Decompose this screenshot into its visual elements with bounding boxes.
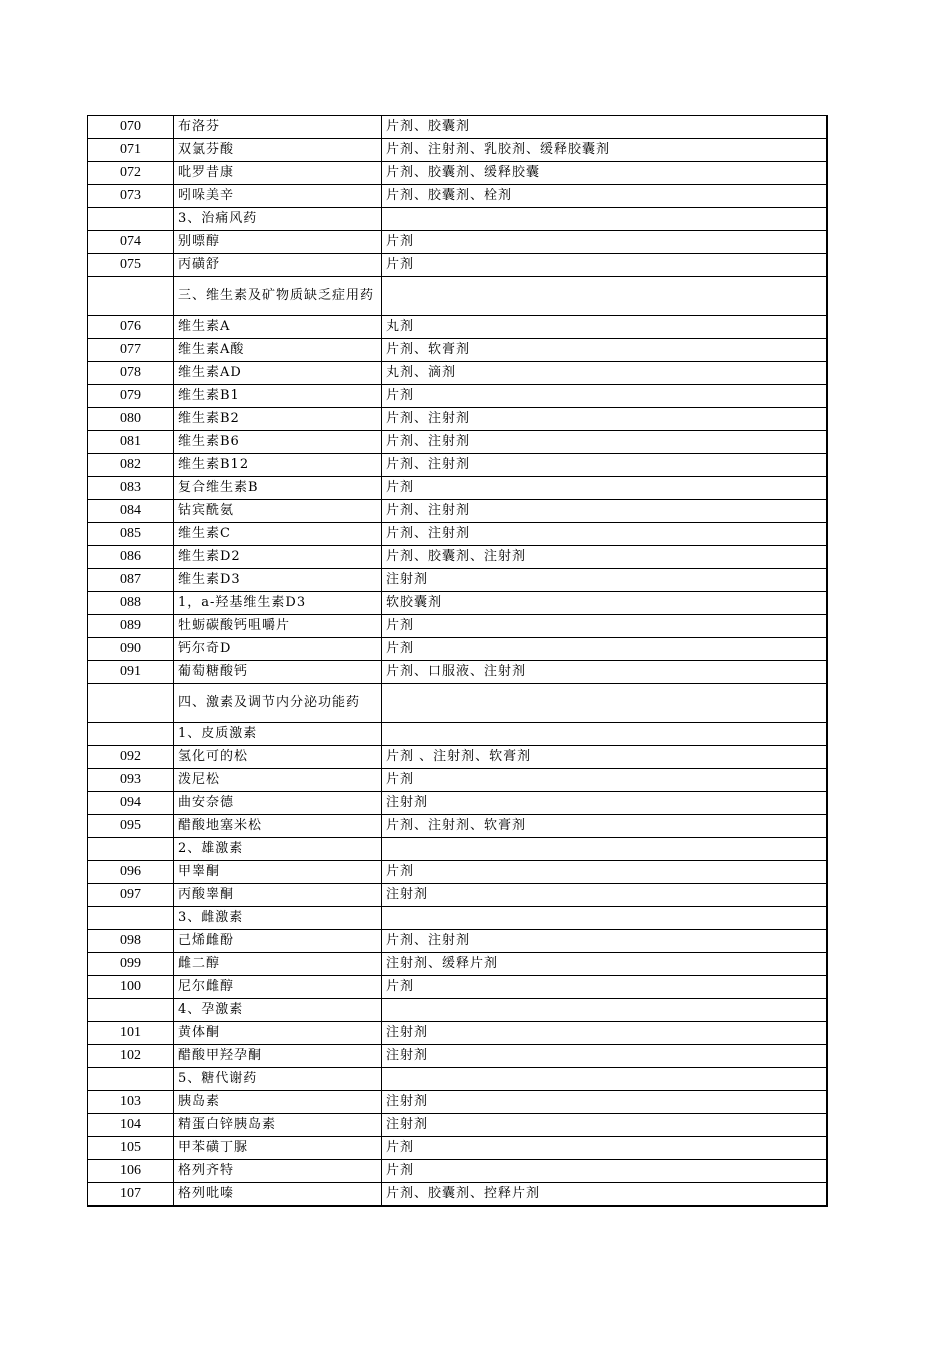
drug-name: 维生素B2: [174, 408, 382, 431]
dosage-form: 片剂: [382, 615, 827, 638]
drug-row: [88, 976, 827, 999]
drug-row: [88, 1045, 827, 1068]
drug-name: 维生素D3: [174, 569, 382, 592]
drug-code: 089: [88, 615, 174, 638]
drug-name: 维生素D2: [174, 546, 382, 569]
category-row: [88, 208, 827, 231]
drug-list-body: [88, 116, 827, 1207]
drug-name: 维生素AD: [174, 362, 382, 385]
drug-name: 氢化可的松: [174, 746, 382, 769]
drug-row: [88, 231, 827, 254]
drug-code: [88, 277, 174, 316]
drug-code: 093: [88, 769, 174, 792]
dosage-form: 片剂: [382, 1137, 827, 1160]
drug-row: [88, 477, 827, 500]
drug-name: 1，a-羟基维生素D3: [174, 592, 382, 615]
dosage-form: 片剂: [382, 861, 827, 884]
category-heading: 4、孕激素: [174, 999, 382, 1022]
drug-row: [88, 1091, 827, 1114]
dosage-form: 注射剂、缓释片剂: [382, 953, 827, 976]
dosage-form: 片剂: [382, 1160, 827, 1183]
dosage-form: 片剂: [382, 769, 827, 792]
dosage-form: [382, 684, 827, 723]
drug-name: 钙尔奇D: [174, 638, 382, 661]
dosage-form: [382, 277, 827, 316]
drug-code: 104: [88, 1114, 174, 1137]
dosage-form: 注射剂: [382, 569, 827, 592]
dosage-form: 片剂: [382, 385, 827, 408]
category-heading: 三、维生素及矿物质缺乏症用药: [174, 277, 382, 316]
drug-row: [88, 815, 827, 838]
category-row: [88, 723, 827, 746]
dosage-form: 片剂: [382, 638, 827, 661]
category-row: [88, 684, 827, 723]
dosage-form: 丸剂、滴剂: [382, 362, 827, 385]
drug-code: 088: [88, 592, 174, 615]
drug-name: 钴宾酰氨: [174, 500, 382, 523]
category-heading: 四、激素及调节内分泌功能药: [174, 684, 382, 723]
drug-code: 085: [88, 523, 174, 546]
drug-row: [88, 385, 827, 408]
category-heading: 3、雌激素: [174, 907, 382, 930]
drug-row: [88, 362, 827, 385]
drug-code: 106: [88, 1160, 174, 1183]
drug-row: [88, 638, 827, 661]
drug-name: 别嘌醇: [174, 231, 382, 254]
drug-row: [88, 861, 827, 884]
dosage-form: 片剂、软膏剂: [382, 339, 827, 362]
dosage-form: 片剂、口服液、注射剂: [382, 661, 827, 684]
drug-code: [88, 907, 174, 930]
drug-row: [88, 500, 827, 523]
drug-row: [88, 185, 827, 208]
dosage-form: 注射剂: [382, 1114, 827, 1137]
drug-code: 105: [88, 1137, 174, 1160]
drug-code: 075: [88, 254, 174, 277]
drug-code: 070: [88, 116, 174, 139]
drug-code: 071: [88, 139, 174, 162]
drug-code: [88, 1068, 174, 1091]
drug-name: 维生素C: [174, 523, 382, 546]
drug-code: 076: [88, 316, 174, 339]
drug-row: [88, 1022, 827, 1045]
drug-code: 107: [88, 1183, 174, 1207]
drug-name: 己烯雌酚: [174, 930, 382, 953]
category-row: [88, 838, 827, 861]
drug-row: [88, 1114, 827, 1137]
drug-code: 098: [88, 930, 174, 953]
dosage-form: 片剂、胶囊剂、注射剂: [382, 546, 827, 569]
drug-name: 吲哚美辛: [174, 185, 382, 208]
dosage-form: 片剂: [382, 254, 827, 277]
drug-code: 074: [88, 231, 174, 254]
category-row: [88, 907, 827, 930]
drug-row: [88, 1137, 827, 1160]
dosage-form: 片剂、注射剂: [382, 500, 827, 523]
category-heading: 3、治痛风药: [174, 208, 382, 231]
category-row: [88, 1068, 827, 1091]
drug-row: [88, 408, 827, 431]
drug-row: [88, 953, 827, 976]
drug-row: [88, 162, 827, 185]
drug-list-table: [87, 115, 828, 1207]
drug-name: 醋酸甲羟孕酮: [174, 1045, 382, 1068]
dosage-form: 注射剂: [382, 1045, 827, 1068]
dosage-form: 注射剂: [382, 1091, 827, 1114]
drug-code: 099: [88, 953, 174, 976]
dosage-form: 片剂、注射剂: [382, 408, 827, 431]
drug-name: 格列吡嗪: [174, 1183, 382, 1207]
drug-code: 083: [88, 477, 174, 500]
dosage-form: 片剂、注射剂: [382, 454, 827, 477]
category-row: [88, 277, 827, 316]
drug-code: 078: [88, 362, 174, 385]
drug-code: 097: [88, 884, 174, 907]
drug-name: 甲苯磺丁脲: [174, 1137, 382, 1160]
drug-name: 雌二醇: [174, 953, 382, 976]
drug-name: 胰岛素: [174, 1091, 382, 1114]
drug-row: [88, 1183, 827, 1207]
drug-row: [88, 792, 827, 815]
drug-name: 复合维生素B: [174, 477, 382, 500]
drug-name: 维生素B12: [174, 454, 382, 477]
dosage-form: [382, 999, 827, 1022]
drug-row: [88, 139, 827, 162]
drug-name: 维生素B1: [174, 385, 382, 408]
drug-code: [88, 723, 174, 746]
dosage-form: 片剂、注射剂: [382, 930, 827, 953]
drug-name: 黄体酮: [174, 1022, 382, 1045]
drug-row: [88, 431, 827, 454]
drug-code: 100: [88, 976, 174, 999]
category-heading: 5、糖代谢药: [174, 1068, 382, 1091]
drug-name: 维生素A酸: [174, 339, 382, 362]
category-heading: 2、雄激素: [174, 838, 382, 861]
drug-code: 082: [88, 454, 174, 477]
drug-code: 095: [88, 815, 174, 838]
drug-name: 甲睾酮: [174, 861, 382, 884]
drug-name: 丙磺舒: [174, 254, 382, 277]
drug-row: [88, 884, 827, 907]
drug-name: 双氯芬酸: [174, 139, 382, 162]
dosage-form: 片剂、注射剂: [382, 431, 827, 454]
drug-name: 葡萄糖酸钙: [174, 661, 382, 684]
drug-code: 102: [88, 1045, 174, 1068]
drug-row: [88, 592, 827, 615]
drug-code: 081: [88, 431, 174, 454]
drug-row: [88, 615, 827, 638]
drug-code: 084: [88, 500, 174, 523]
drug-code: [88, 838, 174, 861]
drug-row: [88, 116, 827, 139]
drug-code: [88, 999, 174, 1022]
drug-row: [88, 339, 827, 362]
drug-row: [88, 1160, 827, 1183]
dosage-form: 片剂: [382, 976, 827, 999]
dosage-form: 片剂: [382, 477, 827, 500]
drug-name: 维生素A: [174, 316, 382, 339]
dosage-form: 注射剂: [382, 1022, 827, 1045]
drug-row: [88, 546, 827, 569]
drug-row: [88, 661, 827, 684]
drug-row: [88, 254, 827, 277]
drug-name: 丙酸睾酮: [174, 884, 382, 907]
drug-code: 091: [88, 661, 174, 684]
drug-row: [88, 523, 827, 546]
drug-code: 092: [88, 746, 174, 769]
drug-row: [88, 746, 827, 769]
dosage-form: 片剂、注射剂、软膏剂: [382, 815, 827, 838]
drug-code: 077: [88, 339, 174, 362]
dosage-form: 片剂 、注射剂、软膏剂: [382, 746, 827, 769]
drug-name: 牡蛎碳酸钙咀嚼片: [174, 615, 382, 638]
drug-code: 079: [88, 385, 174, 408]
drug-row: [88, 316, 827, 339]
drug-code: 094: [88, 792, 174, 815]
dosage-form: 片剂、注射剂、乳胶剂、缓释胶囊剂: [382, 139, 827, 162]
dosage-form: 注射剂: [382, 884, 827, 907]
drug-name: 醋酸地塞米松: [174, 815, 382, 838]
dosage-form: 片剂、注射剂: [382, 523, 827, 546]
drug-code: 073: [88, 185, 174, 208]
drug-row: [88, 930, 827, 953]
drug-name: 尼尔雌醇: [174, 976, 382, 999]
drug-code: 090: [88, 638, 174, 661]
dosage-form: [382, 208, 827, 231]
dosage-form: 片剂、胶囊剂: [382, 116, 827, 139]
dosage-form: 丸剂: [382, 316, 827, 339]
drug-name: 格列齐特: [174, 1160, 382, 1183]
dosage-form: 片剂、胶囊剂、控释片剂: [382, 1183, 827, 1207]
drug-name: 泼尼松: [174, 769, 382, 792]
category-row: [88, 999, 827, 1022]
dosage-form: 注射剂: [382, 792, 827, 815]
drug-name: 吡罗昔康: [174, 162, 382, 185]
drug-code: 072: [88, 162, 174, 185]
drug-code: 086: [88, 546, 174, 569]
dosage-form: 片剂、胶囊剂、缓释胶囊: [382, 162, 827, 185]
drug-name: 维生素B6: [174, 431, 382, 454]
drug-row: [88, 454, 827, 477]
drug-code: 101: [88, 1022, 174, 1045]
dosage-form: [382, 907, 827, 930]
drug-code: 103: [88, 1091, 174, 1114]
drug-code: [88, 684, 174, 723]
dosage-form: 片剂、胶囊剂、栓剂: [382, 185, 827, 208]
drug-code: 087: [88, 569, 174, 592]
dosage-form: 片剂: [382, 231, 827, 254]
drug-name: 曲安奈德: [174, 792, 382, 815]
category-heading: 1、皮质激素: [174, 723, 382, 746]
dosage-form: [382, 723, 827, 746]
drug-row: [88, 769, 827, 792]
dosage-form: [382, 1068, 827, 1091]
dosage-form: [382, 838, 827, 861]
drug-row: [88, 569, 827, 592]
drug-name: 精蛋白锌胰岛素: [174, 1114, 382, 1137]
drug-code: [88, 208, 174, 231]
dosage-form: 软胶囊剂: [382, 592, 827, 615]
drug-code: 080: [88, 408, 174, 431]
drug-name: 布洛芬: [174, 116, 382, 139]
drug-code: 096: [88, 861, 174, 884]
